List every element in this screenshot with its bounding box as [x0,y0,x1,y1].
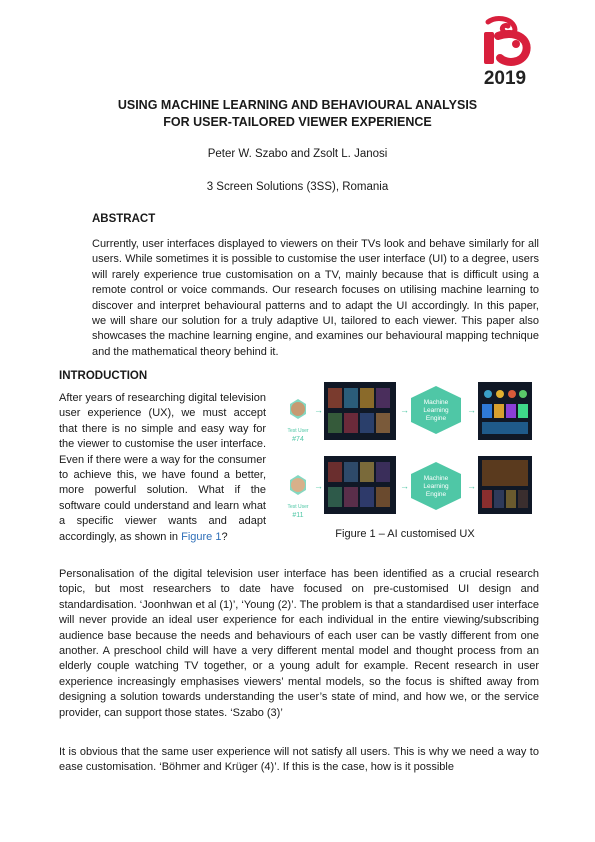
poster-tile [494,490,504,508]
ml-engine-label-line-1: Machine [423,399,449,406]
kids-tile [518,404,528,418]
poster-tile [376,413,390,433]
kids-tile [508,390,516,398]
ibc-logo-mark [470,14,540,90]
kids-tile [484,390,492,398]
user-a-label: Test User [287,428,309,434]
kids-tile [496,390,504,398]
ml-engine-label-line-2: Learning [423,483,449,490]
ml-engine-label-line-3: Engine [425,415,447,422]
kids-tile [506,404,516,418]
poster-tile [376,388,390,408]
poster-tile [344,413,358,433]
user-a-id: #74 [292,436,304,443]
paper-title-line-1: USING MACHINE LEARNING AND BEHAVIOURAL ANALYSIS [117,98,478,112]
abstract-text: Currently, user interfaces displayed to viewers on their TVs look and behave similarly for all users. While sometimes it is possible to customise the user interface (UI) to a degree, users will rarely experience true customisation on a TV, mainly because that is difficult using a remote control or voice commands. Our research focuses on utilising machine learning to discover and interpret behavioural patterns and to adapt the UI accordingly. In this paper, we will share our solution for a truly adaptive UI, tailored to each viewer. This paper also showcases the machine learning engine, and examines our behavioural mapping technique and the mathematical theory behind it. [92,238,539,358]
intro-p1-end: ? [221,530,228,543]
user-a-avatar [291,402,305,416]
poster-tile [360,487,374,507]
poster-tile [360,462,374,482]
user-a-arrow-icon-3: → [467,405,476,415]
kids-banner [482,422,528,434]
poster-tile [328,388,342,408]
introduction-paragraph-1 [59,391,266,545]
paper-title-line-2: FOR USER-TAILORED VIEWER EXPERIENCE [163,115,432,129]
figure-1-link[interactable]: Figure 1 [181,530,222,543]
user-a-arrow-icon-2: → [400,405,409,415]
figure-row-user-a [287,382,532,443]
user-a-arrow-icon: → [314,405,323,415]
poster-tile [344,388,358,408]
poster-tile [376,487,390,507]
body-paragraph-3: It is obvious that the same user experience will not satisfy all users. This is why we need a way to ease customisation. ‘Böhmer and Krüger (4)’. If this is the case, how is it possible [59,746,539,774]
kids-tile [519,390,527,398]
figure-row-user-b [287,456,532,518]
paper-authors: Peter W. Szabo and Zsolt L. Janosi [207,148,388,160]
kids-tile [494,404,504,418]
user-b-id: #11 [292,512,304,518]
figure-1-caption: Figure 1 – AI customised UX [335,528,475,540]
poster-tile [360,413,374,433]
intro-p1-text: After years of researching digital television user experience (UX), we must accept that there is no simple and easy way for the viewer to customise the user interface. Even if there were a way for the consumer to achieve this, we have found a better, more powerful solution. What if the software could understand and learn what a specific viewer wants and adapt accordingly, as shown in [59,392,266,543]
poster-tile [344,487,358,507]
poster-tile [360,388,374,408]
poster-tile [328,413,342,433]
hero-banner [482,460,528,486]
poster-tile [376,462,390,482]
figure-1-illustration [276,380,534,518]
user-b-label: Test User [287,504,309,510]
figure-1 [276,380,534,518]
ml-engine-label-line-3: Engine [425,491,447,498]
body-paragraph-2: Personalisation of the digital television user interface has been identified as a crucial research topic, but most researchers to date have focused on pre-customised UI design and standardisation. ‘Joonhwan et al (1)’, ‘Young (2)’. The problem is that a standardised user interface will never provide an ideal user experience for each individual in the entire viewing/subscribing audience base because the needs and behaviours of each user can be vastly different from one another. A preschool child will have a very different mental model and thought process from an elderly couple watching TV together, or a young adult for example. Recent research in user experience increasingly emphasises viewers’ mental models, so the focus is shifted away from designing a solution towards understanding the user’s state of mind, and how we, or the service provider, can support those states. ‘Szabo (3)’ [59,568,539,719]
ibc-logo-year: 2019 [483,68,527,89]
ml-engine-label-line-2: Learning [423,407,449,414]
paper-affiliation: 3 Screen Solutions (3SS), Romania [206,181,389,193]
user-b-arrow-icon-2: → [400,481,409,491]
user-b-arrow-icon: → [314,481,323,491]
paper-title [60,97,535,131]
kids-tile [482,404,492,418]
ml-engine-label-line-1: Machine [423,475,449,482]
ibc-logo [470,14,540,90]
poster-tile [328,462,342,482]
user-b-avatar [291,478,305,492]
poster-tile [344,462,358,482]
user-b-arrow-icon-3: → [467,481,476,491]
poster-tile [506,490,516,508]
poster-tile [328,487,342,507]
abstract-heading: ABSTRACT [92,213,156,225]
introduction-heading: INTRODUCTION [59,370,148,382]
poster-tile [482,490,492,508]
poster-tile [518,490,528,508]
